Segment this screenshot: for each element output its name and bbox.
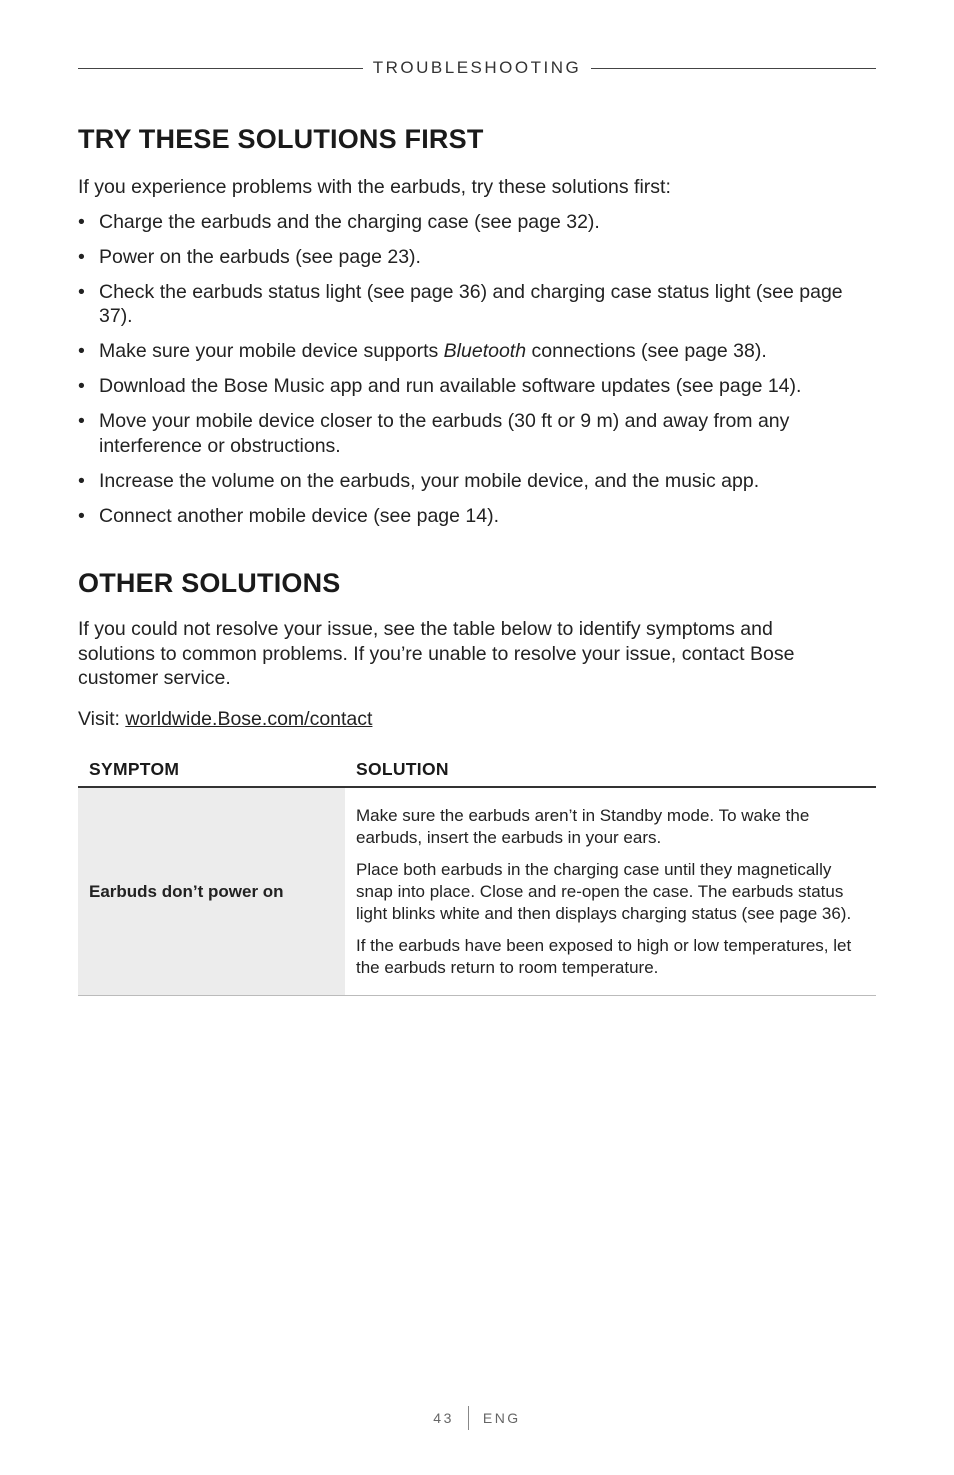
bluetooth-term: Bluetooth [443, 340, 527, 362]
page-number: 43 [433, 1410, 454, 1426]
list-item: • Connect another mobile device (see page 14). [78, 504, 499, 527]
table-header-row [78, 759, 876, 787]
contact-link[interactable]: worldwide.Bose.com/contact [125, 707, 373, 730]
header-rule-right [591, 68, 876, 69]
list-item: • Download the Bose Music app and run available software updates (see page 14). [78, 375, 802, 397]
section-title: TROUBLESHOOTING [372, 58, 582, 77]
language-code: ENG [482, 1410, 521, 1426]
page-footer [0, 1406, 954, 1430]
list-item: • Increase the volume on the earbuds, your mobile device, and the music app. [78, 469, 760, 492]
page-header [78, 56, 876, 80]
footer-divider [468, 1406, 469, 1430]
symptom-cell: Earbuds don’t power on [78, 787, 345, 996]
header-rule-left [78, 68, 363, 69]
heading-try-these-solutions: TRY THESE SOLUTIONS FIRST [78, 124, 484, 154]
visit-label: Visit: [78, 707, 126, 730]
visit-line [78, 707, 876, 732]
troubleshooting-table [78, 759, 876, 996]
solution-column-header: SOLUTION [345, 759, 876, 787]
intro-paragraph: If you experience problems with the earbuds, try these solutions first: [78, 176, 671, 198]
list-item: • Charge the earbuds and the charging case (see page 32). [78, 210, 600, 233]
solution-text: Make sure the earbuds aren’t in Standby mode. To wake the earbuds, insert the earbuds in your ears. [356, 806, 810, 847]
bullet-icon: • [78, 210, 85, 233]
bullet-icon: • [78, 280, 85, 303]
bullet-icon: • [78, 469, 85, 492]
bullet-icon: • [78, 410, 85, 432]
solution-text: If the earbuds have been exposed to high or low temperatures, let the earbuds return to room temperature. [356, 936, 852, 977]
other-solutions-paragraph: If you could not resolve your issue, see the table below to identify symptoms and solutions to common problems. If you’re unable to resolve your issue, contact Bose customer service. [78, 618, 795, 689]
table-row [78, 787, 876, 996]
heading-other-solutions: OTHER SOLUTIONS [78, 568, 341, 598]
list-item: • Power on the earbuds (see page 23). [78, 245, 421, 268]
solutions-list [78, 210, 876, 529]
solution-text: Place both earbuds in the charging case until they magnetically snap into place. Close and re-open the case. The earbuds status light blinks white and then displays charging status (see page 36). [356, 860, 852, 923]
list-item: • Move your mobile device closer to the earbuds (30 ft or 9 m) and away from any interference or obstructions. [78, 410, 790, 457]
list-item: • Check the earbuds status light (see page 36) and charging case status light (see page 37). [78, 280, 843, 327]
solution-cell [345, 787, 876, 996]
page-content [78, 124, 876, 996]
bullet-icon: • [78, 245, 85, 268]
bullet-icon: • [78, 375, 85, 397]
bullet-icon: • [78, 504, 85, 527]
bullet-icon: • [78, 340, 85, 362]
list-item: • Make sure your mobile device supports Bluetooth connections (see page 38). [78, 340, 767, 362]
symptom-column-header: SYMPTOM [78, 759, 345, 787]
